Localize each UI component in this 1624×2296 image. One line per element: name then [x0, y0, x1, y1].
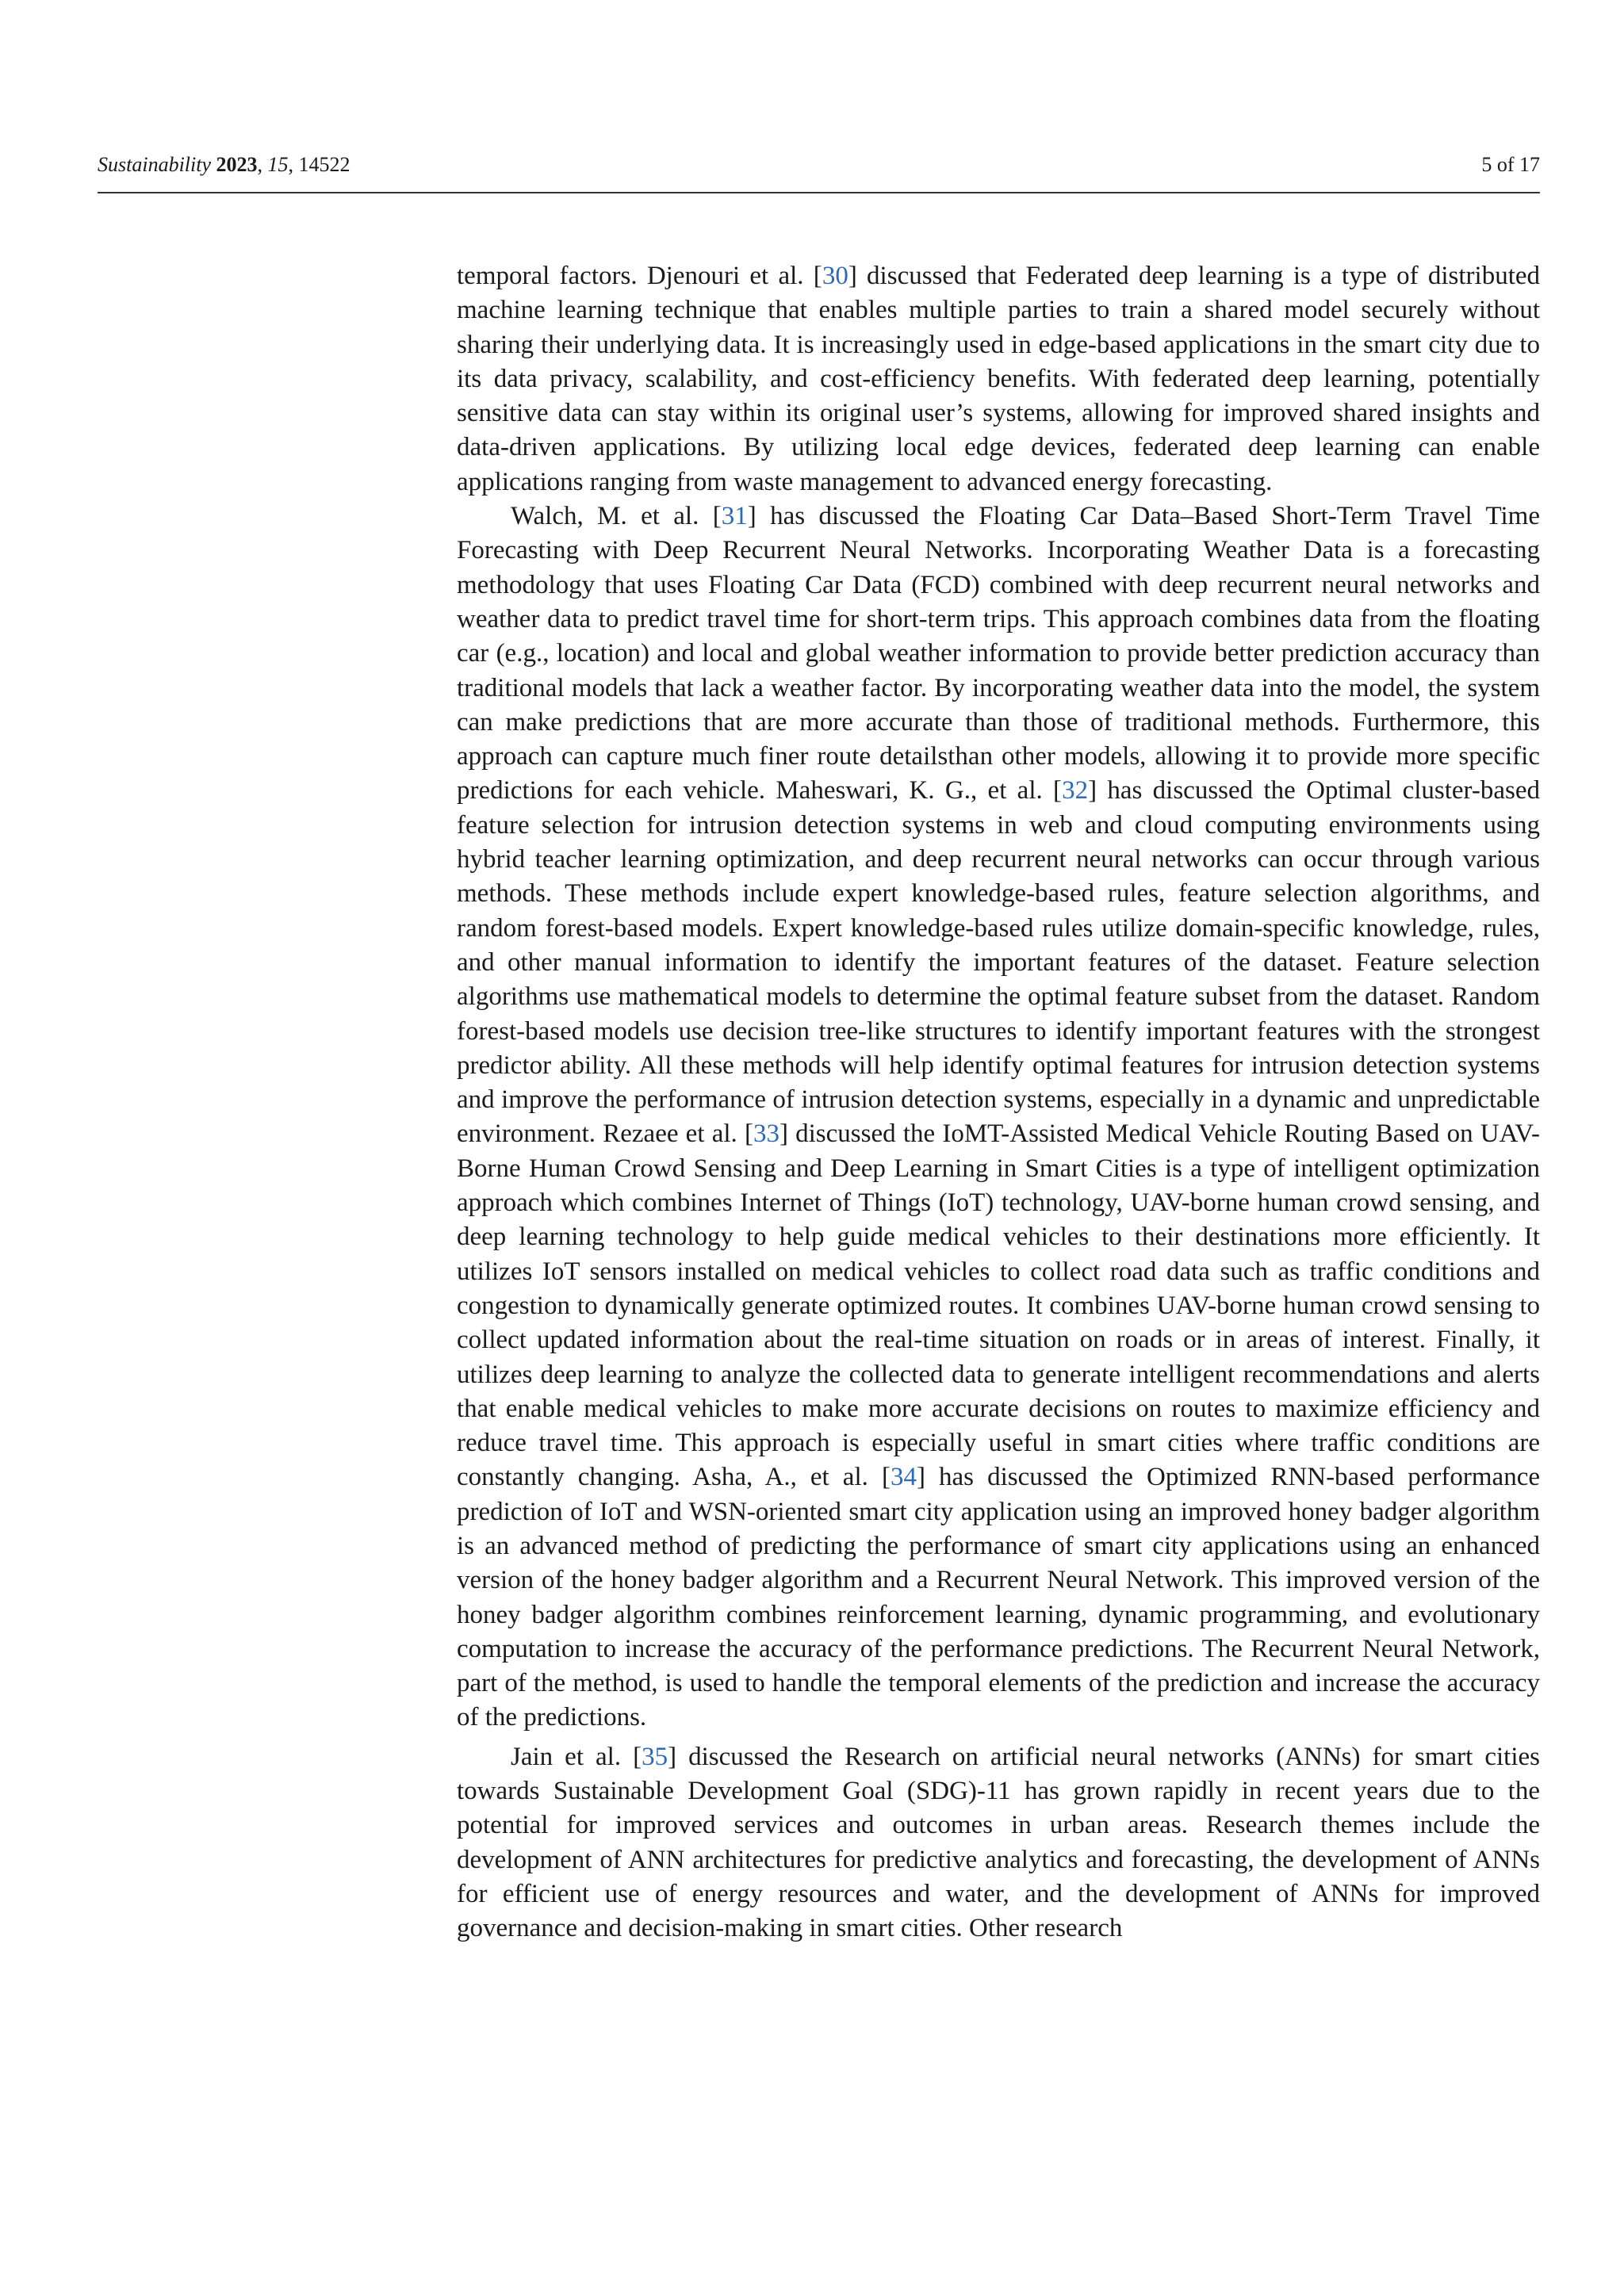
- text-run: temporal factors. Djenouri et al. [: [457, 262, 822, 290]
- journal-citation: Sustainability 2023, 15, 14522: [98, 153, 350, 176]
- header-rule: [98, 192, 1540, 193]
- paragraph-1: [457, 259, 1540, 499]
- citation-link-33[interactable]: 33: [753, 1119, 779, 1149]
- article-number: 14522: [298, 153, 350, 176]
- text-run: ] discussed the Research on artificial neural networks (ANNs) for smart cities towards Sustainable Development Goal (SDG)-11 has grown rapidly in recent years due to the potential for improved services and outcomes in urban areas. Research themes include the development of ANN architectures for predictive analytics and forecasting, the development of ANNs for efficient use of energy resources and water, and the development of ANNs for improved governance and decision-making in smart cities. Other research: [457, 1742, 1540, 1943]
- text-run: ] discussed the IoMT-Assisted Medical Vehicle Routing Based on UAV-Borne Human Crowd Sensing and Deep Learning in Smart Cities is a type of intelligent optimization approach which combines Internet of Things (IoT) technology, UAV-borne human crowd sensing, and deep learning technology to help guide medical vehicles to their destinations more efficiently. It utilizes IoT sensors installed on medical vehicles to collect road data such as traffic conditions and congestion to dynamically generate optimized routes. It combines UAV-borne human crowd sensing to collect updated information about the real-time situation on roads or in areas of interest. Finally, it utilizes deep learning to analyze the collected data to generate intelligent recommendations and alerts that enable medical vehicles to make more accurate decisions on routes to maximize efficiency and reduce travel time. This approach is especially useful in smart cities where traffic conditions are constantly changing. Asha, A., et al. [: [457, 1119, 1540, 1492]
- text-run: ] has discussed the Optimized RNN-based performance prediction of IoT and WSN-oriented smart city application using an improved honey badger algorithm is an advanced method of predicting the performance of smart city applications using an enhanced version of the honey badger algorithm and a Recurrent Neural Network. This improved version of the honey badger algorithm combines reinforcement learning, dynamic programming, and evolutionary computation to increase the accuracy of the performance predictions. The Recurrent Neural Network, part of the method, is used to handle the temporal elements of the prediction and increase the accuracy of the predictions.: [457, 1463, 1540, 1732]
- text-run: ] discussed that Federated deep learning is a type of distributed machine learning technique that enables multiple parties to train a shared model securely without sharing their underlying data. It is increasingly used in edge-based applications in the smart city due to its data privacy, scalability, and cost-efficiency benefits. With federated deep learning, potentially sensitive data can stay within its original user’s systems, allowing for improved shared insights and data-driven applications. By utilizing local edge devices, federated deep learning can enable applications ranging from waste management to advanced energy forecasting.: [457, 262, 1541, 496]
- text-run: ] has discussed the Optimal cluster-based feature selection for intrusion detection systems in web and cloud computing environments using hybrid teacher learning optimization, and deep recurrent neural networks can occur through various methods. These methods include expert knowledge-based rules, feature selection algorithms, and random forest-based models. Expert knowledge-based rules utilize domain-specific knowledge, rules, and other manual information to identify the important features of the dataset. Feature selection algorithms use mathematical models to determine the optimal feature subset from the dataset. Random forest-based models use decision tree-like structures to identify important features with the strongest predictor ability. All these methods will help identify optimal features for intrusion detection systems and improve the performance of intrusion detection systems, especially in a dynamic and unpredictable environment. Rezaee et al. [: [457, 776, 1540, 1149]
- page-number: 5 of 17: [1481, 153, 1540, 176]
- paragraph-3: [457, 1740, 1540, 1946]
- text-run: Walch, M. et al. [: [511, 502, 722, 531]
- main-text: [457, 259, 1540, 1946]
- citation-link-35[interactable]: 35: [642, 1742, 668, 1771]
- citation-link-34[interactable]: 34: [890, 1463, 917, 1492]
- text-run: Jain et al. [: [511, 1742, 642, 1771]
- journal-name: Sustainability: [98, 153, 211, 176]
- running-header: [98, 151, 1540, 179]
- text-run: ] has discussed the Floating Car Data–Based Short-Term Travel Time Forecasting with Deep Recurrent Neural Networks. Incorporating Weather Data is a forecasting methodology that uses Floating Car Data (FCD) combined with deep recurrent neural networks and weather data to predict travel time for short-term trips. This approach combines data from the floating car (e.g., location) and local and global weather information to provide better prediction accuracy than traditional models that lack a weather factor. By incorporating weather data into the model, the system can make predictions that are more accurate than those of traditional methods. Furthermore, this approach can capture much finer route detailsthan other models, allowing it to provide more specific predictions for each vehicle. Maheswari, K. G., et al. [: [457, 502, 1540, 806]
- journal-year: 2023: [216, 153, 258, 176]
- citation-link-31[interactable]: 31: [721, 502, 748, 531]
- citation-link-32[interactable]: 32: [1062, 776, 1089, 806]
- paragraph-2: [457, 499, 1540, 1735]
- journal-volume: 15: [267, 153, 289, 176]
- citation-link-30[interactable]: 30: [822, 262, 848, 290]
